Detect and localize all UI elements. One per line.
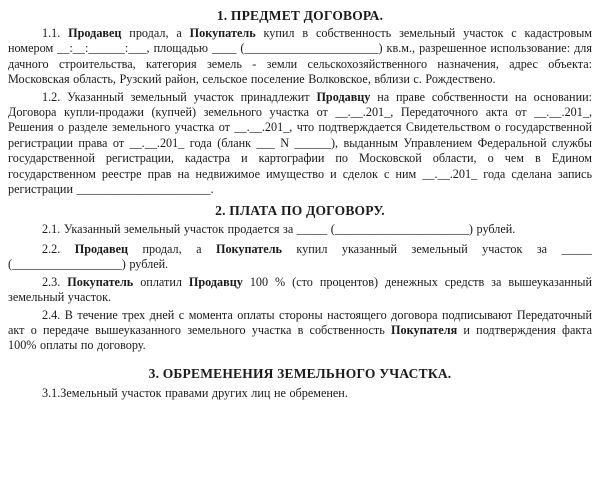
- party-name: Продавец: [74, 241, 129, 256]
- clause-text: 2.2.: [42, 241, 75, 256]
- clause-text: оплатил: [133, 274, 189, 289]
- party-name: Продавец: [68, 26, 122, 40]
- party-name: Покупатель: [67, 274, 134, 289]
- party-name: Покупатель: [189, 26, 256, 40]
- clause-2-2: [8, 242, 592, 273]
- clause-text: 3.1.Земельный участок правами других лиц не обременен.: [42, 385, 348, 400]
- clause-text: и подтверждения факта 100% оплаты по договору.: [8, 322, 592, 353]
- clause-text: купил указанный земельный участок за _____ (__________________) рублей.: [8, 241, 592, 272]
- section-1-title: 1. ПРЕДМЕТ ДОГОВОРА.: [216, 8, 384, 23]
- clause-1-2: [8, 90, 592, 198]
- clause-text: 1.1.: [42, 26, 69, 40]
- clause-3-1: [8, 386, 592, 401]
- clause-2-3: [8, 275, 592, 306]
- clause-2-4: [8, 308, 592, 354]
- clause-2-1: [8, 222, 592, 237]
- party-name: Продавцу: [188, 274, 243, 289]
- clause-text: 100 % (сто процентов) денежных средств за вышеуказанный земельный участок.: [8, 274, 592, 305]
- clause-text: продал, а: [128, 241, 216, 256]
- party-name: Продавцу: [316, 89, 371, 104]
- clause-text: на праве собственности на основании: Договора купли-продажи (купчей) земельного участка от __.__.201_, Передаточного акта от __.__.201_, Решения о разделе земельного участка от __.__.201_, что подтверждается Свидетельством о государственной регистрации права от __.__.201_ года (бланк ___ N ______), выданным Управлением Федеральной службы государственной регистрации, кадастра и картографии по Московской области, о чем в Едином государственном реестре прав на недвижимое имущество и сделок с ним __.__.201_ года сделана запись регистрации ______________________.: [8, 89, 592, 197]
- clause-text: 2.1. Указанный земельный участок продается за _____ (______________________) рублей.: [42, 222, 516, 237]
- clause-text: 1.2. Указанный земельный участок принадлежит: [42, 89, 317, 104]
- party-name: Покупатель: [215, 241, 282, 256]
- section-3-title: 3. ОБРЕМЕНЕНИЯ ЗЕМЕЛЬНОГО УЧАСТКА.: [148, 365, 452, 381]
- clause-text: 2.3.: [42, 274, 68, 289]
- clause-1-1: [8, 26, 592, 88]
- section-2-title: 2. ПЛАТА ПО ДОГОВОРУ.: [215, 203, 385, 219]
- clause-text: продал, а: [121, 26, 190, 40]
- clause-text: 2.4. В течение трех дней с момента оплаты стороны настоящего договора подписывают Передаточный акт о передаче вышеуказанного земельного участка в собственность: [8, 307, 592, 337]
- clause-text: купил в собственность земельный участок с кадастровым номером __:__:______:___, площадью ____ (______________________) кв.м., разрешенное использование: для дачного строительства, категория земель - земли сельскохозяйственного назначения, адрес объекта: Московская область, Рузский район, сельское поселение Волковское, вблизи с. Рождествено.: [8, 26, 593, 87]
- party-name: Покупателя: [391, 322, 458, 337]
